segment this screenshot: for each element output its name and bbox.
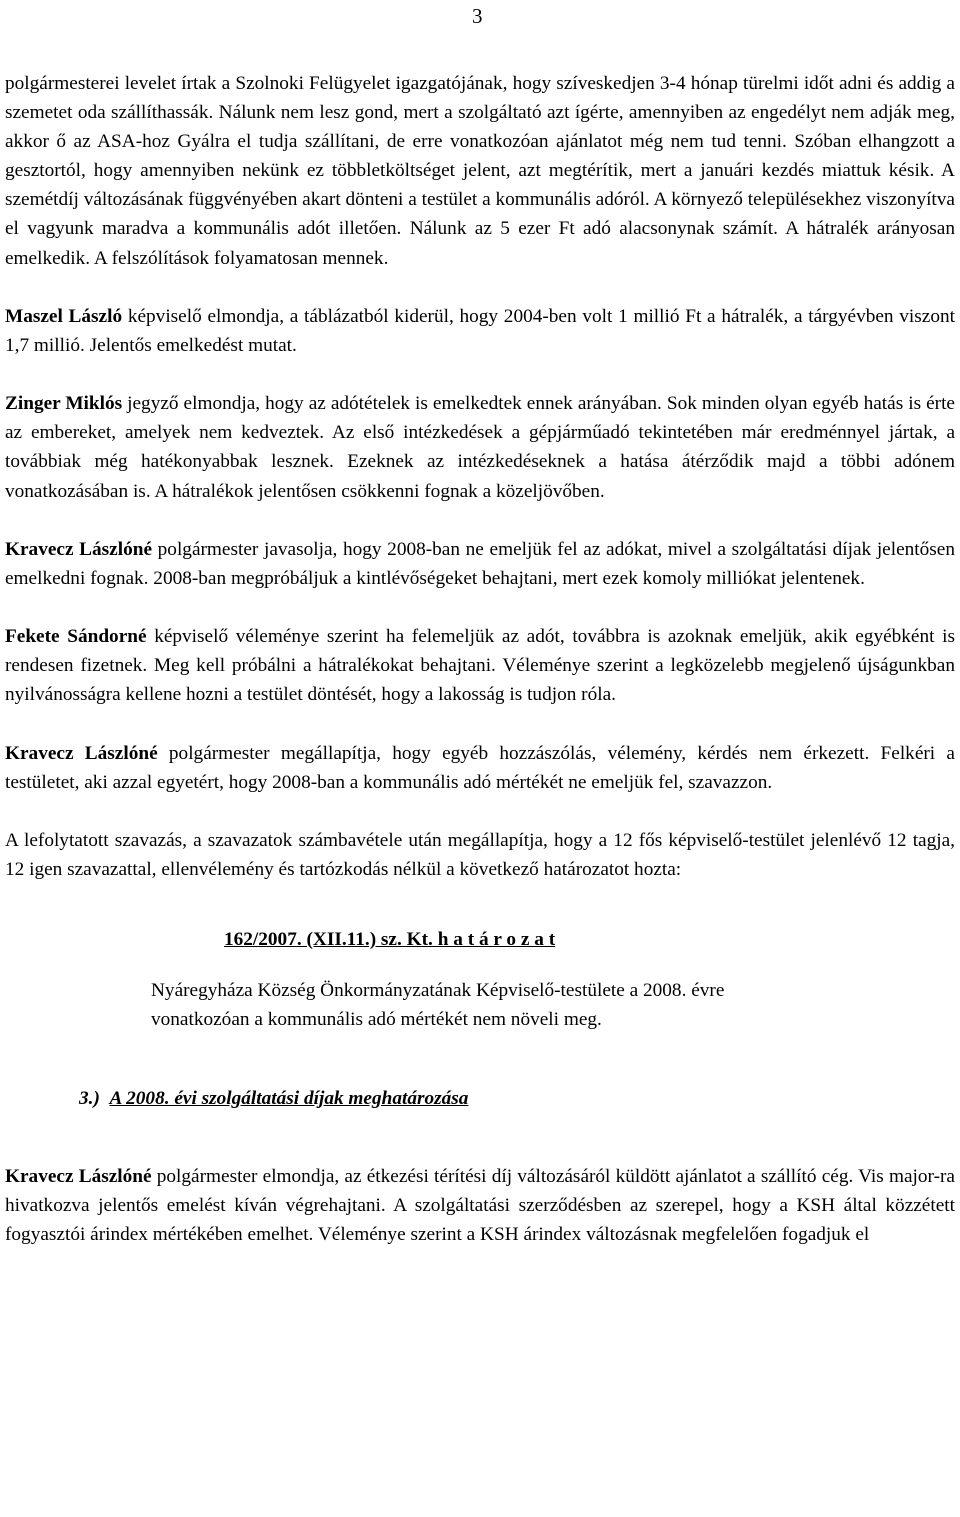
resolution-body: Nyáregyháza Község Önkormányzatának Képviselő-testülete a 2008. évre vonatkozóan a kommunális adó mértékét nem növeli meg. (151, 980, 725, 1031)
speaker-name: Zinger Miklós (5, 393, 123, 415)
resolution-title: 162/2007. (XII.11.) sz. Kt. h a t á r o z a t (224, 929, 556, 951)
paragraph-waste-transport: polgármesterei levelet írtak a Szolnoki Felügyelet igazgatójának, hogy szíveskedjen 3-4 hónap türelmi időt adni és addig a szemetet oda szállíthassák. Nálunk nem lesz gond, mert a szolgáltató azt ígérte, amennyiben az engedélyt nem adják meg, akkor ő az ASA-hoz Gyálra el tudja szállítani, de erre vonatkozóan ajánlatot még nem tud tenni. Szóban elhangzott a gesztortól, hogy amennyiben nekünk ez többletköltséget jelent, azt megtérítik, mert a januári kezdés miattuk késik. A szemétdíj változásának függvényében akart dönteni a testület a kommunális adóról. A környező településekhez viszonyítva el vagyunk maradva a kommunális adót illetően. Nálunk az 5 ezer Ft adó alacsonynak számít. A hátralék arányosan emelkedik. A felszólítások folyamatosan mennek. (5, 73, 955, 269)
paragraph-kravecz-proposal (5, 535, 955, 593)
speaker-name: Kravecz Lászlóné (5, 538, 153, 560)
paragraph-text: polgármester megállapítja, hogy egyéb hozzászólás, vélemény, kérdés nem érkezett. Felkéri a testületet, aki azzal egyetért, hogy 2008-ban a kommunális adó mértékét ne emeljük fel, szavazzon. (5, 742, 955, 793)
speaker-name: Kravecz Lászlóné (5, 1165, 152, 1187)
paragraph-text: képviselő elmondja, a táblázatból kiderül, hogy 2004-ben volt 1 millió Ft a hátralék, a tárgyévben viszont 1,7 millió. Jelentős emelkedést mutat. (5, 305, 955, 356)
paragraph-text: polgármester elmondja, az étkezési térítési díj változásáról küldött ajánlatot a szállító cég. Vis major-ra hivatkozva jelentős emelést kíván végrehajtani. A szolgáltatási szerződésben az szerepel, hogy a KSH által közzétett fogyasztói árindex mértékében emelhet. Véleménye szerint a KSH árindex változásnak megfelelően fogadjuk el (5, 1165, 955, 1245)
paragraph-fekete (5, 622, 955, 709)
paragraph-kravecz-catering (5, 1162, 955, 1249)
document-body (5, 69, 955, 1278)
page-number: 3 (472, 4, 483, 28)
speaker-name: Fekete Sándorné (5, 626, 147, 648)
paragraph-text: képviselő véleménye szerint ha felemeljük az adót, továbbra is azoknak emeljük, akik egyébként is rendesen fizetnek. Meg kell próbálni a hátralékokat behajtani. Véleménye szerint a legközelebb megjelenő újságunkban nyilvánosságra kellene hozni a testület döntését, hogy a lakosság is tudjon róla. (5, 626, 955, 706)
paragraph-vote-result: A lefolytatott szavazás, a szavazatok számbavétele után megállapítja, hogy a 12 fős képviselő-testület jelenlévő 12 tagja, 12 igen szavazattal, ellenvélemény és tartózkodás nélkül a következő határozatot hozta: (5, 830, 955, 881)
speaker-name: Kravecz Lászlóné (5, 742, 158, 764)
speaker-name: Maszel László (5, 305, 123, 327)
section-heading (5, 1084, 955, 1113)
paragraph-text: polgármester javasolja, hogy 2008-ban ne emeljük fel az adókat, mivel a szolgáltatási díjak jelentősen emelkedni fognak. 2008-ban megpróbáljuk a kintlévőségeket behajtani, mert ezek komoly milliókat jelentenek. (5, 538, 955, 589)
section-number: 3.) (79, 1088, 100, 1110)
paragraph-text: jegyző elmondja, hogy az adótételek is emelkedtek ennek arányában. Sok minden olyan egyéb hatás is érte az embereket, amelyek nem kedveztek. Az első intézkedések a gépjárműadó tekintetében már eredménnyel jártak, a továbbiak még hatékonyabbak lesznek. Ezeknek az intézkedéseknek a hatása átérződik majd a többi adónem vonatkozásában is. A hátralékok jelentősen csökkenni fognak a közeljövőben. (5, 393, 955, 502)
paragraph-zinger (5, 389, 955, 505)
paragraph-maszel (5, 302, 955, 360)
section-title: A 2008. évi szolgáltatási díjak meghatározása (109, 1088, 469, 1110)
paragraph-kravecz-vote-call (5, 739, 955, 797)
